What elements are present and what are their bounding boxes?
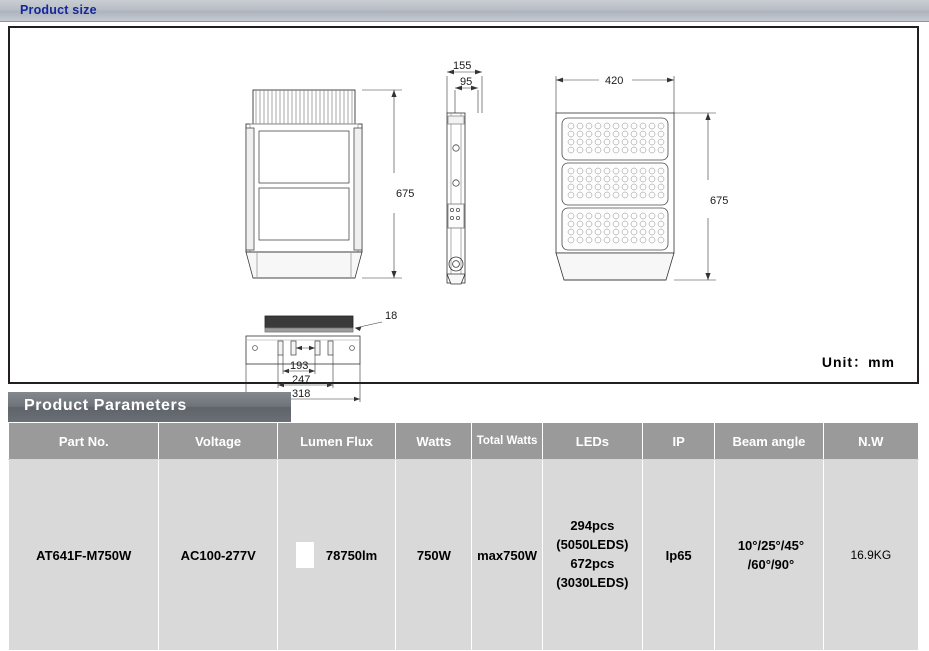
cell-leds-line3: 672pcs: [570, 556, 615, 571]
column-header-voltage: Voltage: [159, 423, 277, 460]
column-header-total-watts: Total Watts: [472, 423, 542, 460]
column-header-lumen-flux: Lumen Flux: [277, 423, 395, 460]
dim-bracket-b: 247: [292, 374, 311, 386]
dim-top-width: 420: [605, 75, 624, 87]
product-parameters-title: Product Parameters: [24, 397, 187, 414]
dim-top-height: 675: [710, 195, 729, 207]
cell-leds-line2: (5050LEDS): [556, 537, 629, 553]
column-header-beam-angle: Beam angle: [715, 423, 823, 460]
cell-nw: 16.9KG: [823, 460, 918, 651]
cell-lumen-flux-value: 78750lm: [325, 547, 378, 563]
cell-leds-line1: 294pcs: [570, 518, 615, 534]
column-header-part-no: Part No.: [9, 423, 159, 460]
product-parameters-banner: [8, 392, 291, 422]
lumen-swatch: [296, 542, 314, 568]
cell-leds-line4: (3030LEDS): [556, 574, 629, 590]
product-size-drawing: [8, 26, 919, 400]
product-parameters-table: [8, 422, 919, 651]
dim-side-top: 155: [453, 60, 472, 72]
column-header-ip: IP: [643, 423, 715, 460]
cell-beam-angle-line2: /60°/90°: [747, 557, 795, 572]
column-header-leds: LEDs: [542, 423, 642, 460]
cell-beam-angle: [715, 460, 823, 651]
cell-part-no: AT641F-M750W: [9, 460, 159, 651]
cell-watts: 750W: [396, 460, 472, 651]
dim-bracket-a: 193: [290, 360, 309, 372]
dim-side-inner: 95: [460, 76, 473, 88]
product-size-title: Product size: [20, 3, 97, 17]
column-header-watts: Watts: [396, 423, 472, 460]
cell-beam-angle-line1: 10°/25°/45°: [737, 537, 805, 553]
product-size-header: [0, 0, 929, 22]
dim-bracket-thickness: 18: [385, 310, 398, 322]
column-header-nw: N.W: [823, 423, 918, 460]
cell-total-watts: max750W: [472, 460, 542, 651]
table-header-row: [9, 423, 919, 460]
cell-lumen-flux: [277, 460, 395, 651]
unit-label: Unit：mm: [821, 354, 895, 370]
dim-bracket-c: 318: [292, 388, 311, 400]
cell-leds: [542, 460, 642, 651]
dim-front-height: 675: [396, 188, 415, 200]
table-row: [9, 460, 919, 651]
cell-voltage: AC100-277V: [159, 460, 277, 651]
dimension-drawing-svg: [10, 28, 917, 400]
cell-ip: Ip65: [643, 460, 715, 651]
